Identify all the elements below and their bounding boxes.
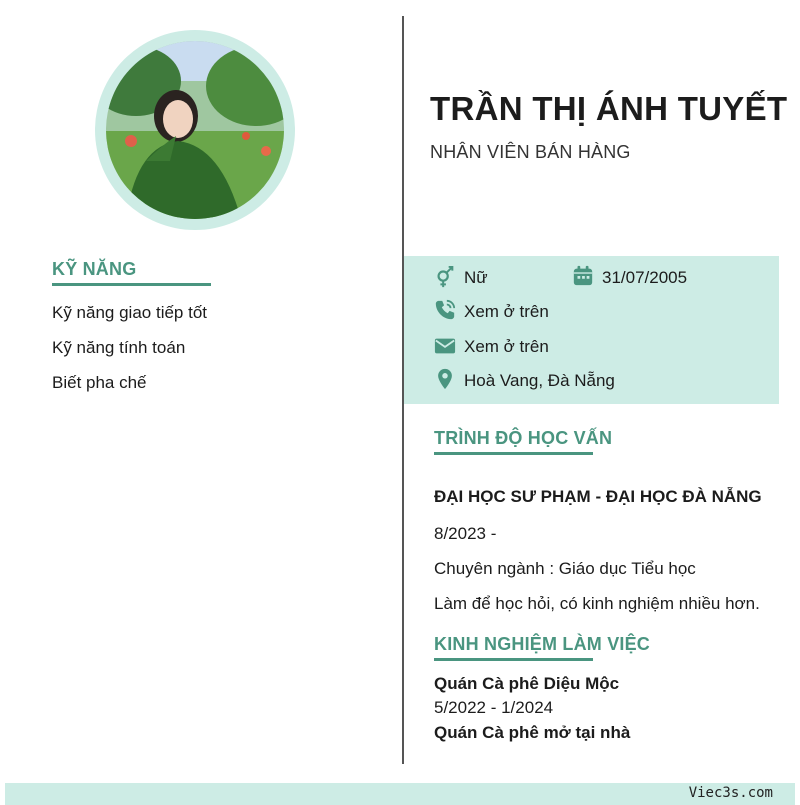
birthdate-text: 31/07/2005 <box>602 268 688 287</box>
experience-underline <box>434 658 593 661</box>
phone-icon <box>434 299 456 321</box>
footer-bar <box>5 783 795 805</box>
avatar <box>106 41 284 219</box>
education-heading: TRÌNH ĐỘ HỌC VẤN <box>434 428 613 448</box>
skills-heading: KỸ NĂNG <box>52 259 137 279</box>
experience-company: Quán Cà phê mở tại nhà <box>434 723 631 742</box>
phone-text: Xem ở trên <box>464 302 549 321</box>
education-major: Chuyên ngành : Giáo dục Tiểu học <box>434 559 696 578</box>
experience-heading: KINH NGHIỆM LÀM VIỆC <box>434 634 651 654</box>
footer-brand: Viec3s.com <box>688 785 773 801</box>
education-note: Làm để học hỏi, có kinh nghiệm nhiều hơn. <box>434 594 760 613</box>
gender-text: Nữ <box>464 268 488 287</box>
email-text: Xem ở trên <box>464 337 549 356</box>
experience-period: 5/2022 - 1/2024 <box>434 698 554 717</box>
gender-icon <box>434 266 456 288</box>
skills-underline <box>52 283 211 286</box>
candidate-name: TRẦN THỊ ÁNH TUYẾT <box>430 90 788 127</box>
email-icon <box>434 335 456 357</box>
skill-item: Biết pha chế <box>52 373 147 392</box>
candidate-title: NHÂN VIÊN BÁN HÀNG <box>430 142 631 162</box>
calendar-icon <box>572 265 594 287</box>
skill-item: Kỹ năng tính toán <box>52 338 186 357</box>
education-school: ĐẠI HỌC SƯ PHẠM - ĐẠI HỌC ĐÀ NẴNG <box>434 487 762 506</box>
address-text: Hoà Vang, Đà Nẵng <box>464 371 615 390</box>
education-underline <box>434 452 593 455</box>
location-icon <box>434 368 456 390</box>
skill-item: Kỹ năng giao tiếp tốt <box>52 303 208 322</box>
education-period: 8/2023 - <box>434 524 497 543</box>
experience-company: Quán Cà phê Diệu Mộc <box>434 674 620 693</box>
